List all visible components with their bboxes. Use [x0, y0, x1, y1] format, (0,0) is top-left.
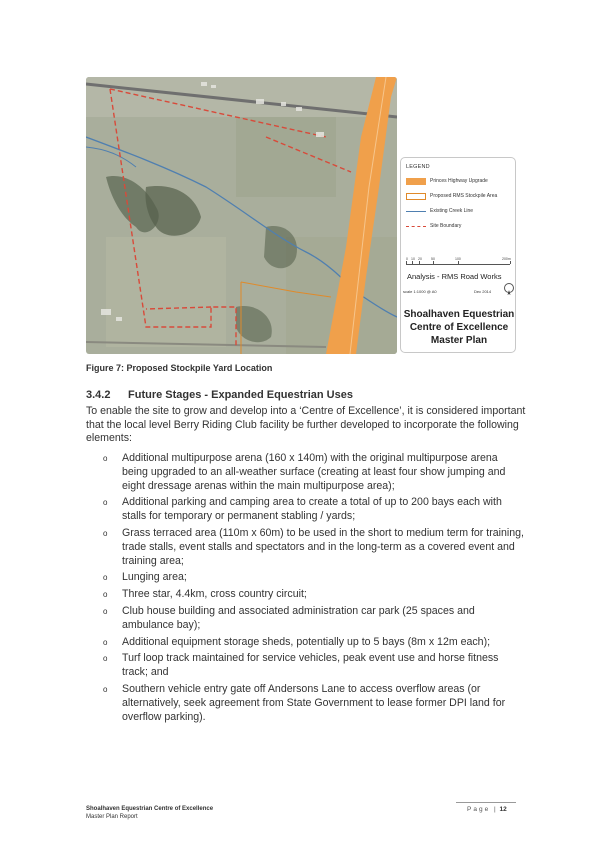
section-heading [86, 389, 353, 401]
list-item [86, 636, 526, 650]
legend-label: Proposed RMS Stockpile Area [430, 193, 498, 199]
bullet-icon: o [103, 454, 108, 463]
elements-list [86, 452, 526, 727]
date-text: Dec 2014 [474, 289, 492, 294]
legend-title: LEGEND [406, 164, 430, 170]
footer-page [467, 806, 507, 813]
scale-tick-label: 20 [418, 257, 422, 261]
blue-line-swatch-icon [406, 211, 426, 212]
footer-left [86, 805, 213, 821]
section-title: Future Stages - Expanded Equestrian Uses [128, 389, 353, 401]
list-item [86, 527, 526, 568]
list-item [86, 605, 526, 633]
list-item-text: Three star, 4.4km, cross country circuit; [122, 588, 307, 601]
bullet-icon: o [103, 573, 108, 583]
list-item-text: Additional parking and camping area to create a total of up to 200 bays each with stalls for temporary or permanent stabling / yards; [122, 496, 502, 523]
analysis-title: Analysis - RMS Road Works [407, 272, 502, 281]
legend-item-boundary [406, 222, 516, 231]
list-item-text: Lunging area; [122, 571, 187, 584]
list-item-text: Additional multipurpose arena (160 x 140m) with the original multipurpose arena being upgraded to an all-weather surface (creating at least four show jumping and eight dressage arenas within the main multipurpose area); [122, 452, 506, 492]
scale-tick-label: 50 [431, 257, 435, 261]
legend-label: Site Boundary [430, 223, 462, 229]
legend-panel [400, 157, 516, 353]
project-title-line: Centre of Excellence [409, 322, 509, 333]
bullet-icon: o [103, 654, 108, 664]
list-item-text: Additional equipment storage sheds, potentially up to 5 bays (8m x 12m each); [122, 635, 491, 648]
legend-item-stockpile [406, 192, 516, 201]
list-item [86, 452, 526, 493]
bullet-icon: o [103, 498, 108, 508]
bullet-icon: o [103, 684, 108, 694]
footer-report: Master Plan Report [86, 814, 138, 820]
legend-label: Existing Creek Line [430, 208, 474, 214]
list-item-text: Club house building and associated administration car park (25 spaces and ambulance bay); [122, 604, 475, 631]
project-title-line: Shoalhaven Equestrian [403, 309, 515, 320]
bullet-icon: o [103, 528, 108, 538]
section-number: 3.4.2 [86, 389, 111, 401]
list-item-text: Grass terraced area (110m x 60m) to be used in the short to medium term for training, trade stalls, event stalls and spectators and in the long-term as a covered event and training area; [122, 526, 524, 567]
project-title [401, 308, 517, 347]
list-item [86, 588, 526, 602]
list-item-text: Turf loop track maintained for service vehicles, peak event use and horse fitness track; and [122, 652, 499, 679]
list-item [86, 496, 526, 524]
north-arrow-icon [504, 283, 514, 293]
footer-org: Shoalhaven Equestrian Centre of Excellence [86, 806, 214, 812]
scale-tick-label: 10 [411, 257, 415, 261]
figure [86, 77, 517, 354]
figure-caption: Figure 7: Proposed Stockpile Yard Location [86, 363, 273, 373]
orange-fill-swatch-icon [406, 178, 426, 185]
bullet-icon: o [103, 637, 108, 647]
legend-item-creek [406, 207, 516, 216]
scale-text: scale 1:1000 @ A0 [403, 289, 437, 294]
scale-tick-label: 200m [502, 257, 511, 261]
bullet-icon: o [103, 606, 108, 616]
intro-paragraph: To enable the site to grow and develop into a ‘Centre of Excellence’, it is considered important that the local level Berry Riding Club facility be further developed to incorporate the following elements: [86, 405, 526, 445]
scale-tick-label: 0 [406, 257, 408, 261]
footer-divider [456, 802, 516, 803]
scale-bar [406, 258, 512, 268]
list-item [86, 571, 526, 585]
site-map-image [86, 77, 397, 354]
page-separator: | [494, 806, 496, 813]
bullet-icon: o [103, 590, 108, 600]
project-title-line: Master Plan [430, 335, 488, 346]
red-dashed-swatch-icon [406, 226, 426, 227]
aerial-map [86, 77, 397, 354]
list-item [86, 683, 526, 724]
scale-tick-label: 100 [455, 257, 461, 261]
legend-label: Princes Highway Upgrade [430, 178, 488, 184]
page-number: 12 [499, 806, 507, 813]
page-word: Page [467, 806, 491, 813]
list-item-text: Southern vehicle entry gate off Andersons Lane to access overflow areas (or alternatively, seek agreement from State Government to lease former DPI land for overflow parking). [122, 682, 506, 723]
orange-outline-swatch-icon [406, 193, 426, 200]
legend-item-highway [406, 177, 516, 186]
list-item [86, 652, 526, 680]
